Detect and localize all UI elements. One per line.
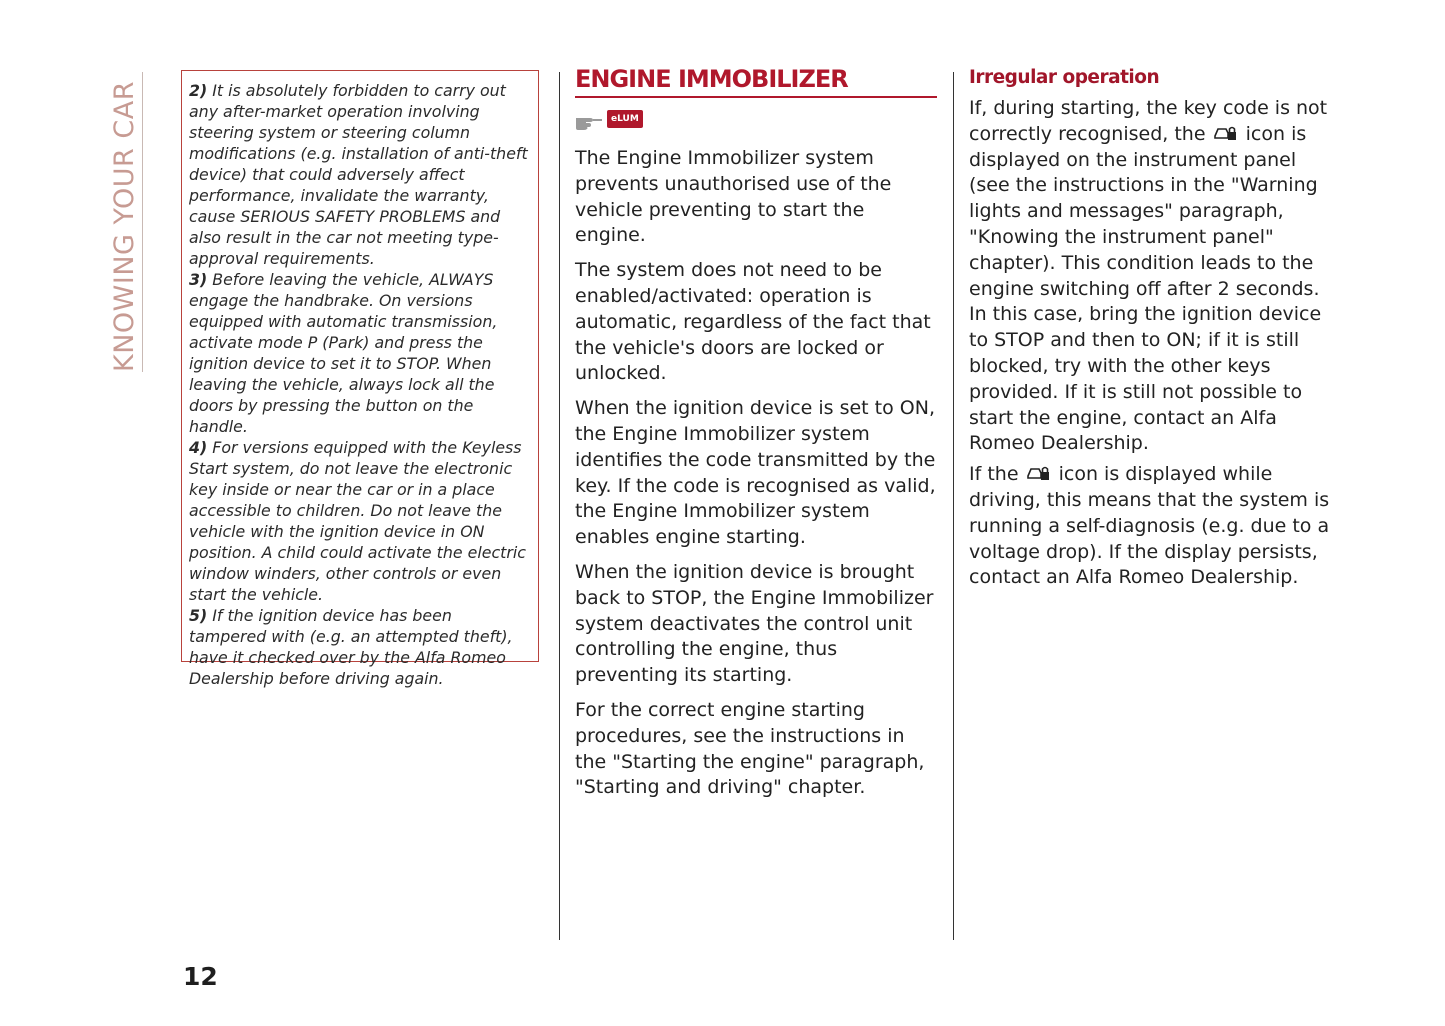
- version-icon-row: [575, 110, 937, 134]
- note-item: [189, 80, 532, 269]
- immobilizer-lock-icon: [1027, 464, 1051, 482]
- note-item: [189, 437, 532, 605]
- body-paragraph: When the ignition device is set to ON, the Engine Immobilizer system identifies the code transmitted by the key. If the code is recognised as valid, the Engine Immobilizer system enables engine starting.: [575, 397, 936, 549]
- note-number: 4): [189, 438, 208, 457]
- elum-badge: eLUM: [607, 110, 643, 128]
- body-paragraph: For the correct engine starting procedures, see the instructions in the "Starting the engine" paragraph, "Starting and driving" chapter.: [575, 698, 925, 799]
- page-number: 12: [183, 962, 218, 991]
- note-text: For versions equipped with the Keyless Start system, do not leave the electronic key inside or near the car or in a place accessible to children. Do not leave the vehicle with the ignition device in ON position. A child could activate the electric window winders, other controls or even start the vehicle.: [189, 438, 526, 604]
- chapter-side-label: [110, 72, 143, 372]
- note-number: 5): [189, 606, 208, 625]
- warning-notes-box: [181, 70, 539, 688]
- immobilizer-lock-icon: [1214, 124, 1238, 142]
- body-paragraph: The Engine Immobilizer system prevents unauthorised use of the vehicle preventing to start the engine.: [575, 147, 892, 247]
- column-divider: [953, 72, 954, 940]
- paragraph-text: If, during starting, the key code is not correctly recognised, the: [969, 97, 1328, 145]
- body-paragraph: When the ignition device is brought back to STOP, the Engine Immobilizer system deactivates the control unit controlling the engine, thus preventing its starting.: [575, 560, 934, 687]
- pointing-hand-icon: [575, 112, 603, 132]
- note-item: [189, 605, 532, 689]
- note-text: Before leaving the vehicle, ALWAYS engage the handbrake. On versions equipped with automatic transmission, activate mode P (Park) and press the ignition device to set it to STOP. When leaving the vehicle, always lock all the doors by pressing the button on the handle.: [189, 270, 498, 436]
- paragraph-text: If the: [969, 463, 1019, 486]
- note-text: If the ignition device has been tampered with (e.g. an attempted theft), have it checked over by the Alfa Romeo Dealership before driving again.: [189, 606, 513, 688]
- note-text: It is absolutely forbidden to carry out any after-market operation involving steering system or steering column modifications (e.g. installation of anti-theft device) that could adversely affect performance, invalidate the warranty, cause SERIOUS SAFETY PROBLEMS and also result in the car not meeting type-approval requirements.: [189, 81, 528, 268]
- note-item: [189, 269, 532, 437]
- column-divider: [559, 72, 560, 940]
- note-number: 2): [189, 81, 208, 100]
- paragraph-text: icon is displayed on the instrument panel (see the instructions in the "Warning lights and messages" paragraph, "Knowing the instrument panel" chapter). This condition leads to the engine switching off after 2 seconds. In this case, bring the ignition device to STOP and then to ON; if it is still blocked, try with the other keys provided. If it is still not possible to start the engine, contact an Alfa Romeo Dealership.: [969, 122, 1322, 455]
- body-paragraph: [969, 96, 1334, 457]
- section-title: ENGINE IMMOBILIZER: [575, 64, 937, 98]
- right-column: [969, 64, 1334, 591]
- body-paragraph: The system does not need to be enabled/activated: operation is automatic, regardless of the fact that the vehicle's doors are locked or unlocked.: [575, 259, 931, 385]
- note-number: 3): [189, 270, 208, 289]
- main-column: [575, 64, 937, 801]
- chapter-side-label-text: KNOWING YOUR CAR: [109, 81, 140, 372]
- paragraph-text: icon is displayed while driving, this means that the system is running a self-diagnosis (e.g. due to a voltage drop). If the display persists, contact an Alfa Romeo Dealership.: [969, 463, 1330, 589]
- body-paragraph: [969, 462, 1334, 591]
- subsection-title: Irregular operation: [969, 67, 1160, 88]
